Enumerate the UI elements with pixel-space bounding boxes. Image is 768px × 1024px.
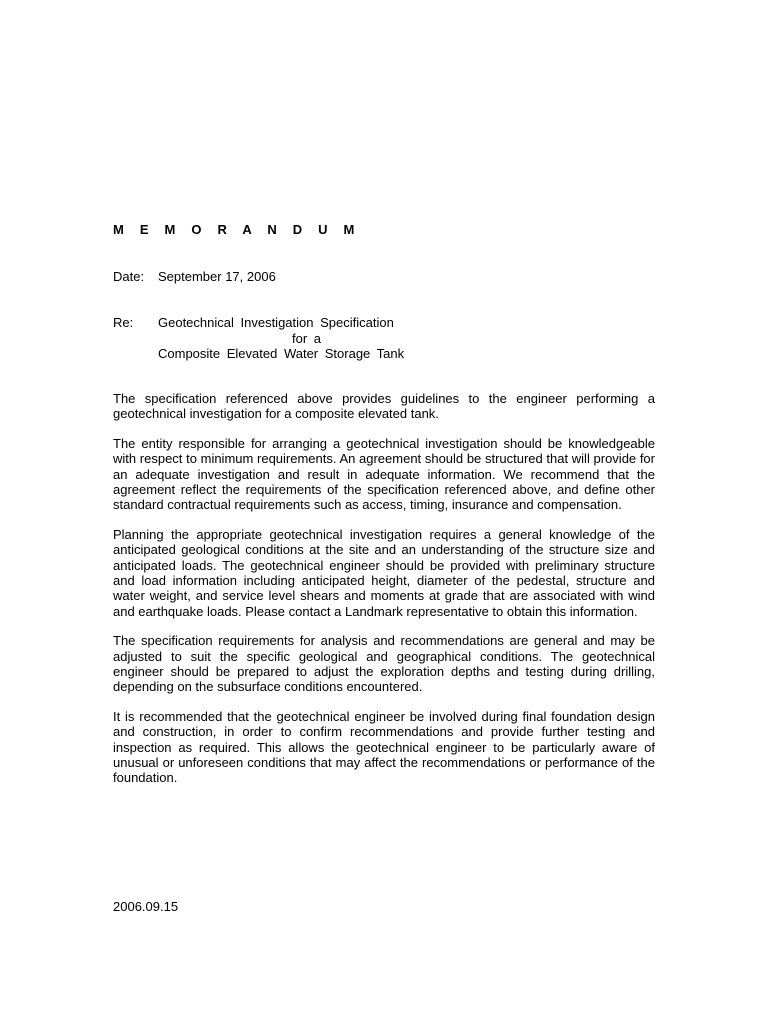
paragraph-5: It is recommended that the geotechnical engineer be involved during final foundation design and construction, in order to confirm recommendations and provide further testing and inspection as required. This allows the geotechnical engineer to be particularly aware of unusual or unforeseen conditions that may affect the recommendations or performance of the foundation.: [113, 709, 655, 786]
memo-body: [113, 391, 655, 800]
date-line: [113, 269, 276, 285]
paragraph-3: Planning the appropriate geotechnical investigation requires a general knowledge of the anticipated geological conditions at the site and an understanding of the structure size and anticipated loads. The geotechnical engineer should be provided with preliminary structure and load information including anticipated height, diameter of the pedestal, structure and water weight, and service level shears and moments at grade that are associated with wind and earthquake loads. Please contact a Landmark representative to obtain this information.: [113, 527, 655, 619]
date-label: Date:: [113, 269, 145, 284]
subject-line-1: Geotechnical Investigation Specification: [158, 315, 394, 330]
subject-line-3: Composite Elevated Water Storage Tank: [158, 346, 405, 361]
memo-heading: M E M O R A N D U M: [113, 222, 361, 237]
paragraph-2: The entity responsible for arranging a geotechnical investigation should be knowledgeable with respect to minimum requirements. An agreement should be structured that will provide for an adequate investigation and result in adequate information. We recommend that the agreement reflect the requirements of the specification referenced above, and define other standard contractual requirements such as access, timing, insurance and compensation.: [113, 436, 655, 513]
subject-line-2: for a: [292, 330, 322, 346]
date-value: September 17, 2006: [158, 269, 276, 284]
paragraph-1: The specification referenced above provides guidelines to the engineer performing a geotechnical investigation for a composite elevated tank.: [113, 391, 655, 422]
subject-lines: [158, 315, 458, 362]
subject-label: Re:: [113, 315, 134, 330]
footer-date: 2006.09.15: [113, 899, 179, 914]
paragraph-4: The specification requirements for analysis and recommendations are general and may be adjusted to suit the specific geological and geographical conditions. The geotechnical engineer should be prepared to adjust the exploration depths and testing during drilling, depending on the subsurface conditions encountered.: [113, 633, 655, 695]
